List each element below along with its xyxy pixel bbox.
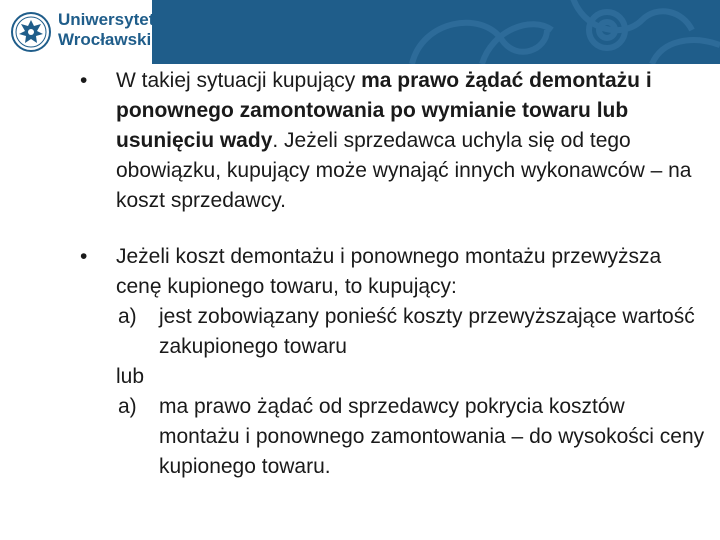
option-label: a) <box>118 305 137 328</box>
bullet-marker: • <box>80 245 88 268</box>
bullet-1-emphasis: ma prawo żądać demontażu i ponownego zamontowania po wymianie towaru lub usunięciu wady <box>116 69 652 152</box>
bullet-2-text: Jeżeli koszt demontażu i ponownego montażu przewyższa cenę kupionego towaru, to kupujący: <box>116 245 662 298</box>
bullet-1-text-start: W takiej sytuacji kupujący <box>116 69 362 92</box>
option-text: ma prawo żądać od sprzedawcy pokrycia kosztów montażu i ponownego zamontowania – do wysokości ceny kupionego towaru. <box>159 395 705 478</box>
logo-line-1: Uniwersytet <box>58 10 155 29</box>
header-ornament <box>152 0 720 64</box>
header-bar <box>0 0 720 64</box>
slide-content <box>80 66 710 482</box>
option-label: a) <box>118 395 137 418</box>
logo-line-2: Wrocławski <box>58 30 152 49</box>
bullet-1 <box>80 66 710 216</box>
bullet-2-group <box>80 242 710 482</box>
option-text: jest zobowiązany ponieść koszty przewyższające wartość zakupionego towaru <box>159 305 695 358</box>
option-a-second <box>80 392 710 482</box>
bullet-1-text-end: . Jeżeli sprzedawca uchyla się od tego obowiązku, kupujący może wynająć innych wykonawców – na koszt sprzedawcy. <box>116 129 692 212</box>
connector-lub: lub <box>116 365 145 388</box>
university-logo <box>0 0 155 64</box>
option-a-first <box>80 302 710 362</box>
eagle-emblem-icon <box>10 8 52 56</box>
bullet-marker: • <box>80 69 88 92</box>
logo-text <box>58 10 154 50</box>
bullet-2 <box>80 242 710 302</box>
